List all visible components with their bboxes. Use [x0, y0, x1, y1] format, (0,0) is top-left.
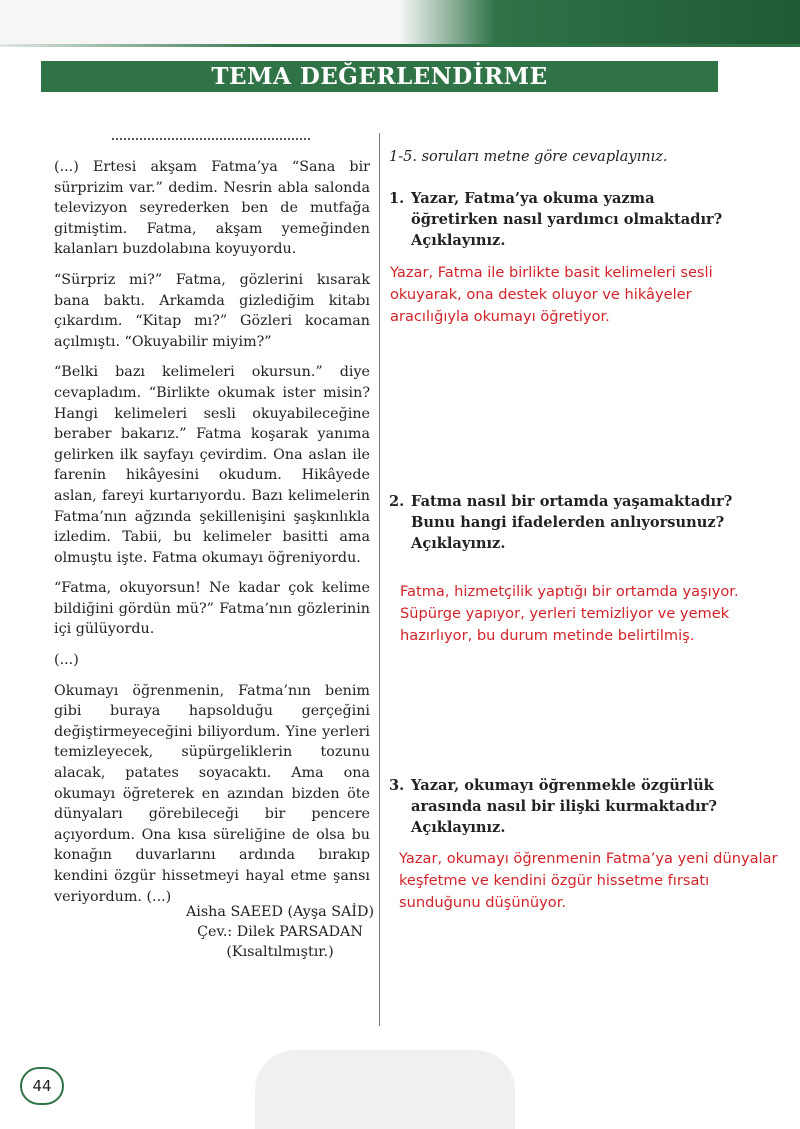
question-number: 3. — [389, 777, 405, 794]
question-2 — [389, 491, 739, 554]
question-text: Yazar, okumayı öğrenmekle özgürlük arasında nasıl bir ilişki kurmaktadır? Açıklayınız. — [411, 777, 717, 836]
passage-paragraph: (...) Ertesi akşam Fatma’ya “Sana bir sürprizim var.” dedim. Nesrin abla salonda televizyon seyrederken ben de mutfağa gitmiştim. Fatma, akşam yemeğinden kalanları buzdolabına koyuyordu. — [54, 159, 370, 258]
header-band — [0, 0, 800, 46]
question-text: Yazar, Fatma’ya okuma yazma öğretirken nasıl yardımcı olmaktadır? Açıklayınız. — [411, 190, 723, 249]
dotted-line — [112, 138, 310, 140]
page-number: 44 — [20, 1067, 64, 1105]
passage-paragraph: Okumayı öğrenmenin, Fatma’nın benim gibi buraya hapsolduğu gerçeğini değiştirmeyeceğini biliyordum. Yine yerleri temizleyecek, süpürgeliklerin tozunu alacak, patates soyacaktı. Ama ona okumayı öğreterek en azından bizden öte dünyaları görebileceği bir pencere açıyordum. Ona kısa süreliğine de olsa bu konağın duvarlarını ardında bırakıp kendini özgür hissetmeyi hayal etme şansı veriyordum. (...) — [54, 682, 370, 905]
page-title: TEMA DEĞERLENDİRME — [41, 61, 718, 92]
reading-passage — [54, 157, 370, 917]
decorative-shape — [255, 1050, 515, 1129]
answer-2: Fatma, hizmetçilik yaptığı bir ortamda yaşıyor. Süpürge yapıyor, yerleri temizliyor ve yemek hazırlıyor, bu durum metinde belirtilmiş. — [400, 583, 739, 644]
question-3 — [389, 775, 739, 838]
question-text: Fatma nasıl bir ortamda yaşamaktadır? Bunu hangi ifadelerden anlıyorsunuz? Açıklayınız. — [411, 493, 733, 552]
answer-3: Yazar, okumayı öğrenmenin Fatma’ya yeni dünyalar keşfetme ve kendini özgür hissetme fırsatı sunduğunu düşünüyor. — [399, 850, 778, 911]
question-number: 1. — [389, 190, 405, 207]
passage-paragraph: (...) — [54, 652, 79, 669]
passage-paragraph: “Sürpriz mi?” Fatma, gözlerini kısarak bana baktı. Arkamda gizlediğim kitabı çıkardım. “Kitap mı?” Gözleri kocaman açılmıştı. “Okuyabilir miyim?” — [54, 271, 370, 350]
question-number: 2. — [389, 493, 405, 510]
instructions: 1-5. soruları metne göre cevaplayınız. — [389, 149, 668, 165]
header-rule — [0, 44, 800, 47]
question-1 — [389, 188, 739, 251]
author-name: Aisha SAEED (Ayşa SAİD) — [185, 904, 375, 920]
passage-credits — [180, 902, 380, 962]
passage-paragraph: “Fatma, okuyorsun! Ne kadar çok kelime bildiğini gördün mü?” Fatma’nın gözlerinin içi gülüyordu. — [54, 580, 370, 638]
column-divider — [379, 133, 380, 1026]
abridged-note: (Kısaltılmıştır.) — [226, 944, 334, 960]
translator-name: Çev.: Dilek PARSADAN — [197, 924, 363, 940]
answer-1: Yazar, Fatma ile birlikte basit kelimeleri sesli okuyarak, ona destek oluyor ve hikâyeler aracılığıyla okumayı öğretiyor. — [390, 264, 713, 325]
passage-paragraph: “Belki bazı kelimeleri okursun.” diye cevapladım. “Birlikte okumak ister misin? Hangi kelimeleri sesli okuyabileceğine beraber bakarız.” Fatma koşarak yanıma gelirken ilk sayfayı çevirdim. Ona aslan ile farenin hikâyesini okudum. Hikâyede aslan, fareyi kurtarıyordu. Bazı kelimelerin Fatma’nın ağzında şekillenişini şaşkınlıkla izledim. Tabii, bu kelimeler basitti ama olmuştu işte. Fatma okumayı öğreniyordu. — [54, 364, 370, 566]
